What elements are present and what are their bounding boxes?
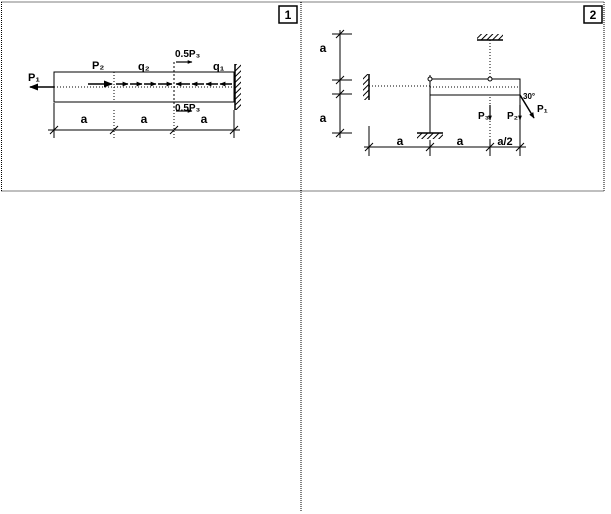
panel-2: [320, 6, 602, 156]
label-p3-top: 0.5P₃: [175, 49, 201, 60]
ceiling-support-top: [477, 34, 503, 40]
label-dim-a3: a: [200, 112, 208, 126]
label-p3: P₃: [478, 111, 490, 122]
hinge-left: [428, 77, 432, 81]
label-p3-bottom: 0.5P₃: [175, 103, 201, 114]
label-p1-right: P₁: [537, 104, 548, 115]
wall-support-1: [235, 64, 241, 110]
panel-2-number-box: [584, 6, 602, 23]
label-q1: q₁: [213, 61, 225, 73]
label-q2: q₂: [138, 61, 150, 73]
label-dim-a1: a: [80, 112, 88, 126]
label-dim-a-mid: a: [456, 134, 464, 148]
label-dim-a-left: a: [396, 134, 404, 148]
label-p1: P₁: [28, 72, 40, 84]
label-p2: P₂: [92, 60, 105, 72]
panel-1-number-box: [279, 6, 297, 23]
label-angle: 30°: [523, 92, 536, 101]
label-p2-right: P₂: [507, 111, 519, 122]
label-dim-a-top: a: [319, 41, 327, 55]
panel-2-number: 2: [589, 8, 597, 22]
panel-1: [28, 6, 297, 138]
dimension-line-vertical: [332, 30, 352, 138]
panel-1-number: 1: [284, 8, 292, 22]
label-dim-a-half: a/2: [497, 136, 513, 148]
hinge-top: [488, 77, 492, 81]
label-dim-a-bottom: a: [319, 111, 327, 125]
label-dim-a2: a: [140, 112, 148, 126]
wall-support-left: [363, 74, 369, 100]
floor-support-bottom: [417, 133, 443, 139]
